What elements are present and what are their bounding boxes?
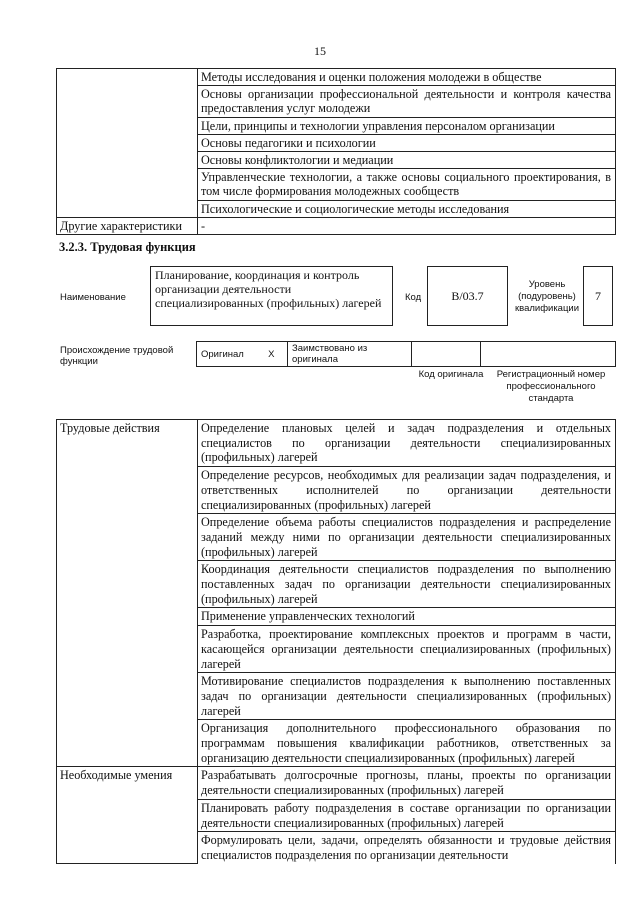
origin-borrowed-label: Заимствовано из оригинала <box>288 342 412 367</box>
skill-item: Разрабатывать долгосрочные прогнозы, планы, проекты по организации деятельности специализированных (профильных) лагерей <box>198 767 616 799</box>
table-row <box>57 767 616 799</box>
labor-action-item: Определение ресурсов, необходимых для реализации задач подразделения, и ответственных исполнителей по организации деятельности специализированных (профильных) лагерей <box>198 467 616 514</box>
name-value: Планирование, координация и контроль организации деятельности специализированных (профильных) лагерей <box>150 266 393 326</box>
section-heading: 3.2.3. Трудовая функция <box>59 240 196 254</box>
table-row <box>57 69 616 86</box>
labor-action-item: Разработка, проектирование комплексных проектов и программ в части, касающейся организации деятельности специализированных (профильных) лагерей <box>198 626 616 673</box>
labor-action-item: Координация деятельности специалистов подразделения по выполнению поставленных задач по организации деятельности специализированных (профильных) лагерей <box>198 561 616 608</box>
origin-reg-number-cell <box>481 342 616 367</box>
labor-action-item: Применение управленческих технологий <box>198 608 616 626</box>
knowledge-item: Управленческие технологии, а также основы социального проектирования, в том числе формирования молодежных сообществ <box>198 169 616 200</box>
skill-item: Планировать работу подразделения в составе организации по организации деятельности специализированных (профильных) лагерей <box>198 799 616 831</box>
knowledge-item: Психологические и социологические методы исследования <box>198 200 616 217</box>
labor-action-item: Определение плановых целей и задач подразделения и отдельных специалистов по организации деятельности специализированных (профильных) лагерей <box>198 420 616 467</box>
knowledge-item: Методы исследования и оценки положения молодежи в обществе <box>198 69 616 86</box>
origin-table <box>196 341 616 367</box>
knowledge-item: Основы педагогики и психологии <box>198 134 616 151</box>
origin-original-label: Оригинал <box>197 342 256 367</box>
code-value: B/03.7 <box>427 266 508 326</box>
table-row <box>57 217 616 234</box>
origin-label: Происхождение трудовой функции <box>60 345 174 367</box>
code-label: Код <box>405 292 422 303</box>
labor-action-item: Организация дополнительного профессионального образования по программам повышения квалификации работников, ответственных за организацию деятельности специализированных (профильных) лагерей <box>198 720 616 767</box>
origin-original-mark: X <box>256 342 288 367</box>
page-number: 15 <box>314 44 326 58</box>
labor-action-item: Определение объема работы специалистов подразделения и распределение заданий между ними по организации деятельности специализированных (профильных) лагерей <box>198 514 616 561</box>
table-row <box>197 342 616 367</box>
level-label: Уровень (подуровень) квалификации <box>514 279 580 314</box>
other-characteristics-value: - <box>198 217 616 234</box>
knowledge-item: Цели, принципы и технологии управления персоналом организации <box>198 117 616 134</box>
knowledge-label-cell <box>57 69 198 218</box>
level-value: 7 <box>583 266 613 326</box>
origin-reg-caption: Регистрационный номер профессионального стандарта <box>496 369 606 404</box>
necessary-skills-label: Необходимые умения <box>57 767 198 864</box>
knowledge-item: Основы конфликтологии и медиации <box>198 152 616 169</box>
table-row <box>57 420 616 467</box>
skill-item: Формулировать цели, задачи, определять обязанности и трудовые действия специалистов подразделения по организации деятельности <box>198 832 616 864</box>
knowledge-item: Основы организации профессиональной деятельности и контроля качества предоставления услуг молодежи <box>198 86 616 117</box>
labor-action-item: Мотивирование специалистов подразделения к выполнению поставленных задач по организации деятельности специализированных (профильных) лагерей <box>198 673 616 720</box>
origin-code-cell <box>412 342 481 367</box>
function-table <box>56 419 616 864</box>
labor-actions-label: Трудовые действия <box>57 420 198 767</box>
knowledge-table <box>56 68 616 235</box>
origin-code-caption: Код оригинала <box>418 369 484 380</box>
other-characteristics-label: Другие характеристики <box>57 217 198 234</box>
name-label: Наименование <box>60 292 126 303</box>
